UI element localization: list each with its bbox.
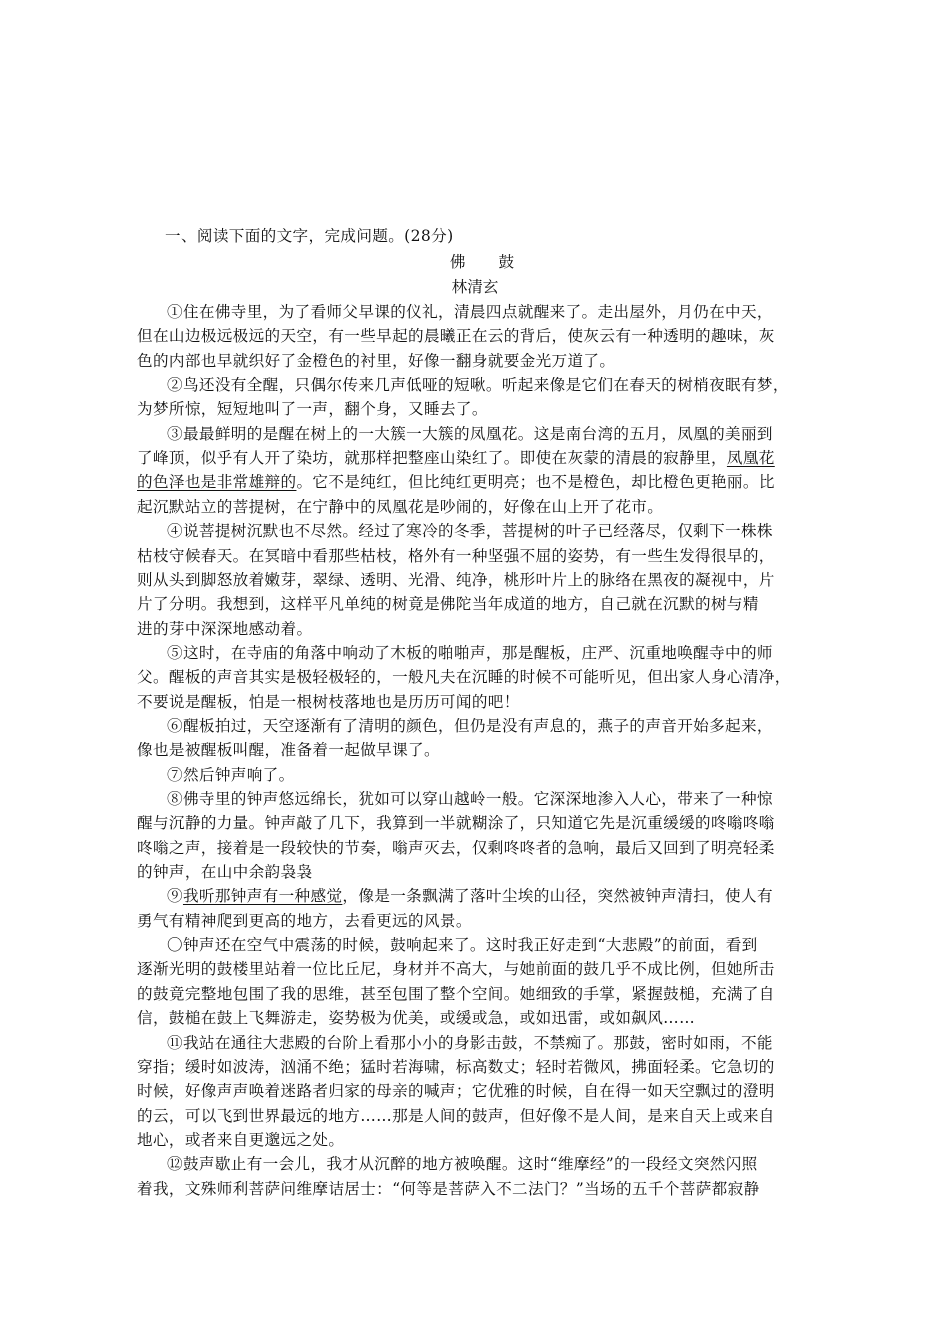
text-run: ②鸟还没有全醒，只偶尔传来几声低哑的短啾。听起来像是它们在春天的树梢夜眠有梦， bbox=[167, 376, 789, 395]
text-run: ③最最鲜明的是醒在树上的一大簇一大簇的凤凰花。这是南台湾的五月，凤凰的美丽到 bbox=[167, 424, 773, 443]
paragraph-line bbox=[137, 1008, 695, 1028]
text-run: 信，鼓槌在鼓上飞舞游走，姿势极为优美，或缓或急，或如迅雷，或如飙风…… bbox=[137, 1009, 696, 1028]
text-run: 勇气有精神爬到更高的地方，去看更远的风景。 bbox=[137, 911, 472, 930]
text-run: 起沉默站立的菩提树，在宁静中的凤凰花是吵闹的，好像在山上开了花市。 bbox=[137, 497, 664, 516]
text-run: 的鼓竟完整地包围了我的思维，甚至包围了整个空间。她细致的手掌，紧握鼓槌，充满了自 bbox=[137, 984, 775, 1003]
paragraph-start-line bbox=[167, 424, 773, 444]
question-header: 一、阅读下面的文字，完成问题。(28分) bbox=[165, 227, 454, 245]
paragraph-start-line bbox=[167, 765, 295, 785]
text-run: 。它不是纯红，但比纯红更明亮；也不是橙色，却比橙色更艳丽。比 bbox=[296, 473, 775, 492]
paragraph-line bbox=[137, 570, 775, 590]
paragraph-line bbox=[137, 984, 775, 1004]
text-run: ⑥醒板拍过，天空逐渐有了清明的颜色，但仍是没有声息的，燕子的声音开始多起来， bbox=[167, 716, 773, 735]
text-run: ⑫鼓声歇止有一会儿，我才从沉醉的地方被唤醒。这时“维摩经”的一段经文突然闪照 bbox=[167, 1155, 758, 1174]
article-title: 佛 鼓 bbox=[449, 253, 529, 271]
paragraph-line bbox=[137, 1106, 775, 1126]
text-run: ⑨ bbox=[167, 887, 183, 906]
paragraph-line bbox=[137, 594, 759, 614]
paragraph-line bbox=[137, 740, 440, 760]
text-run: 片了分明。我想到，这样平凡单纯的树竟是佛陀当年成道的地方，自己就在沉默的树与精 bbox=[137, 595, 759, 614]
text-run: 进的芽中深深地感动着。 bbox=[137, 619, 313, 638]
text-run: 为梦所惊，短短地叫了一声，翻个身，又睡去了。 bbox=[137, 400, 488, 419]
text-run: 〇钟声还在空气中震荡的时候，鼓响起来了。这时我正好走到“大悲殿”的前面，看到 bbox=[167, 936, 758, 955]
paragraph-line bbox=[137, 1179, 760, 1199]
text-run: 穿指；缓时如波涛，汹涌不绝；猛时若海啸，标高数丈；轻时若微风，拂面轻柔。它急切的 bbox=[137, 1057, 775, 1076]
paragraph-line bbox=[137, 838, 775, 858]
paragraph-line bbox=[137, 959, 775, 979]
paragraph-start-line bbox=[167, 521, 773, 541]
text-run: 了峰顶，似乎有人开了染坊，就那样把整座山染红了。即使在灰蒙的清晨的寂静里， bbox=[137, 449, 727, 468]
text-run: ④说菩提树沉默也不尽然。经过了寒冷的冬季，菩提树的叶子已经落尽，仅剩下一株株 bbox=[167, 522, 773, 541]
text-run: 时候，好像声声唤着迷路者归家的母亲的喊声；它优雅的时候，自在得一如天空飘过的澄明 bbox=[137, 1082, 775, 1101]
paragraph-line bbox=[137, 619, 312, 639]
paragraph-line bbox=[137, 667, 791, 687]
paragraph-line bbox=[137, 1130, 344, 1150]
paragraph-line bbox=[137, 497, 663, 517]
paragraph-line bbox=[137, 546, 775, 566]
paragraph-line bbox=[137, 813, 775, 833]
text-run: 不要说是醒板，怕是一根树枝落地也是历历可闻的吧！ bbox=[137, 692, 520, 711]
text-run: 逐渐光明的鼓楼里站着一位比丘尼，身材并不高大，与她前面的鼓几乎不成比例，但她所击 bbox=[137, 960, 775, 979]
paragraph-start-line bbox=[167, 1154, 758, 1174]
text-run: 则从头到脚怒放着嫩芽，翠绿、透明、光滑、纯净，桃形叶片上的脉络在黑夜的凝视中，片 bbox=[137, 570, 775, 589]
paragraph-start-line bbox=[167, 716, 773, 736]
paragraph-line bbox=[137, 862, 312, 882]
paragraph-line bbox=[137, 911, 472, 931]
underlined-phrase: 我听那钟声有一种感觉 bbox=[182, 887, 343, 906]
paragraph-start-line bbox=[167, 1033, 773, 1053]
text-run: 咚嗡之声，接着是一段较快的节奏，嗡声灭去，仅剩咚咚者的急响，最后又回到了明亮轻柔 bbox=[137, 838, 775, 857]
text-run: 枯枝守候春天。在冥暗中看那些枯枝，格外有一种坚强不屈的姿势，有一些生发得很早的， bbox=[137, 546, 775, 565]
paragraph-line bbox=[137, 1057, 775, 1077]
text-run: 地心，或者来自更邈远之处。 bbox=[137, 1130, 345, 1149]
text-run: ，像是一条飘满了落叶尘埃的山径，突然被钟声清扫，使人有 bbox=[342, 887, 773, 906]
text-run: 色的内部也早就织好了金橙色的衬里，好像一翻身就要金光万道了。 bbox=[137, 351, 616, 370]
paragraph-start-line bbox=[167, 375, 789, 395]
underlined-phrase: 的色泽也是非常雄辩的 bbox=[137, 473, 297, 492]
paragraph-line bbox=[137, 448, 775, 468]
text-run: 但在山边极远极远的天空，有一些早起的晨曦正在云的背后，使灰云有一种透明的趣味，灰 bbox=[137, 327, 775, 346]
text-run: ⑤这时，在寺庙的角落中响动了木板的啪啪声，那是醒板，庄严、沉重地唤醒寺中的师 bbox=[167, 643, 773, 662]
text-run: 的钟声，在山中余韵袅袅 bbox=[137, 863, 313, 882]
paragraph-line bbox=[137, 472, 775, 492]
paragraph-start-line bbox=[167, 302, 773, 322]
paragraph-line bbox=[137, 351, 615, 371]
paragraph-line bbox=[137, 1081, 775, 1101]
text-run: 像也是被醒板叫醒，准备着一起做早课了。 bbox=[137, 741, 440, 760]
text-run: ⑦然后钟声响了。 bbox=[167, 765, 295, 784]
paragraph-start-line bbox=[167, 886, 773, 906]
paragraph-line bbox=[137, 692, 520, 712]
paragraph-start-line bbox=[167, 935, 758, 955]
paragraph-start-line bbox=[167, 643, 773, 663]
text-run: 的云，可以飞到世界最远的地方……那是人间的鼓声，但好像不是人间，是来自天上或来自 bbox=[137, 1106, 775, 1125]
text-run: 醒与沉静的力量。钟声敲了几下，我算到一半就糊涂了，只知道它先是沉重缓缓的咚嗡咚嗡 bbox=[137, 814, 775, 833]
paragraph-line bbox=[137, 399, 488, 419]
text-run: ⑪我站在通往大悲殿的台阶上看那小小的身影击鼓，不禁痴了。那鼓，密时如雨，不能 bbox=[167, 1033, 773, 1052]
text-run: ⑧佛寺里的钟声悠远绵长，犹如可以穿山越岭一般。它深深地渗入人心，带来了一种惊 bbox=[167, 790, 773, 808]
underlined-phrase: 凤凰花 bbox=[726, 449, 775, 468]
text-run: 着我，文殊师利菩萨问维摩诘居士：“何等是菩萨入不二法门？”当场的五千个菩萨都寂静 bbox=[137, 1179, 760, 1198]
paragraph-line bbox=[137, 326, 775, 346]
text-run: ①住在佛寺里，为了看师父早课的仪礼，清晨四点就醒来了。走出屋外，月仍在中天， bbox=[167, 303, 773, 321]
article-author: 林清玄 bbox=[451, 278, 499, 296]
text-run: 父。醒板的声音其实是极轻极轻的，一般凡夫在沉睡的时候不可能听见，但出家人身心清净， bbox=[137, 668, 791, 687]
paragraph-start-line bbox=[167, 789, 773, 809]
